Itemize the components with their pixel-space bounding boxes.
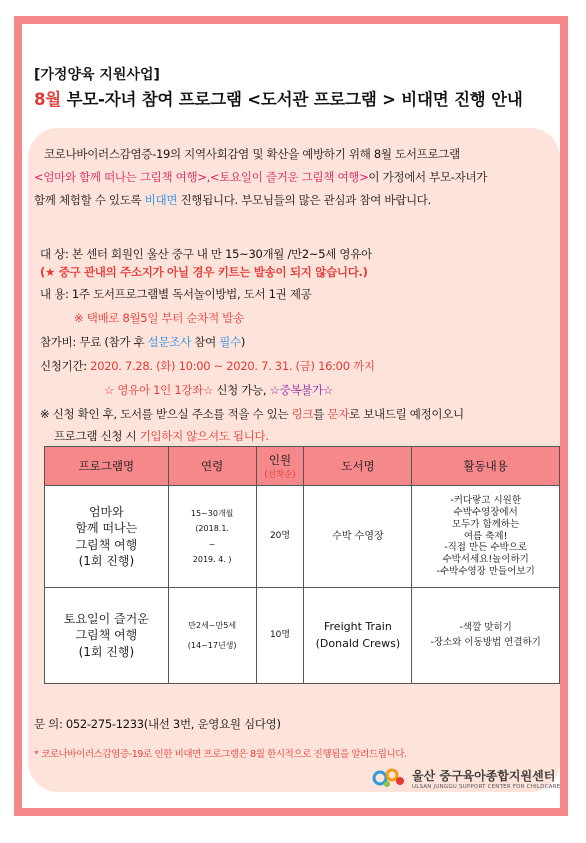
age-line: ~ xyxy=(208,539,216,549)
activity-line: -커다랗고 시원한 xyxy=(450,494,521,506)
name-line: (1회 진행) xyxy=(78,553,135,568)
age-line: 만2세~만5세 xyxy=(188,621,237,631)
untact-highlight: 비대면 xyxy=(144,193,178,207)
name-line: 엄마와 xyxy=(88,505,124,520)
age-line: (2018.1. xyxy=(195,524,229,534)
header-program: 프로그램명 xyxy=(45,447,169,486)
limit-c: ☆중복불가☆ xyxy=(269,383,333,397)
target-line: 대 상: 본 센터 회원인 울산 중구 내 만 15~30개월 /만2~5세 영유아 xyxy=(40,247,372,261)
book-title: 수박 수영장 xyxy=(332,530,384,542)
name-line: 그림책 여행 xyxy=(75,537,138,552)
activity-line: 여름 축제! xyxy=(463,530,508,542)
fee-b: 참여 xyxy=(190,335,220,349)
program-category: [가정양육 지원사업] xyxy=(34,67,160,83)
book-cell xyxy=(304,486,412,588)
program-name-cell xyxy=(45,486,169,588)
activity-cell xyxy=(412,486,560,588)
notice1-c: 로 보내드릴 예정이오니 xyxy=(349,407,464,421)
period-line xyxy=(40,358,375,374)
activity-line: -장소와 이동방법 연결하기 xyxy=(430,636,541,648)
activity-line: 모두가 함께하는 xyxy=(452,518,520,530)
header-count-label: 인원 xyxy=(268,453,292,467)
notice1-b: 를 xyxy=(313,407,328,421)
program-name-cell xyxy=(45,588,169,684)
activity-cell xyxy=(412,588,560,684)
fee-line xyxy=(40,334,245,350)
header-book: 도서명 xyxy=(304,447,412,486)
activity-line: 수박수영장에서 xyxy=(453,506,518,518)
name-line: 그림책 여행 xyxy=(75,628,138,643)
intro-line-3 xyxy=(34,192,431,208)
title-text: 부모-자녀 참여 프로그램 <도서관 프로그램 > 비대면 진행 안내 xyxy=(61,90,523,109)
footer-note: * 코로나바이러스감염증-19로 인한 비대면 프로그램은 8월 한시적으로 진행됨을 알려드립니다. xyxy=(34,749,407,760)
content-line: 내 용: 1주 도서프로그램별 독서놀이방법, 도서 1권 제공 xyxy=(40,287,312,301)
book-title: Freight Train xyxy=(324,620,392,633)
notice2-a: 프로그램 신청 시 xyxy=(54,429,140,443)
notice-line-2 xyxy=(54,428,269,444)
age-line: (14~17년생) xyxy=(187,640,237,650)
logo-name-en: ULSAN JUNGGU SUPPORT CENTER FOR CHILDCARE xyxy=(412,783,561,790)
period-label: 신청기간: xyxy=(40,359,91,373)
program-name-2: <토요일이 즐거운 그림책 여행> xyxy=(209,170,369,184)
contact-line: 문 의: 052-275-1233(내선 3번, 운영요원 심다영) xyxy=(34,717,281,731)
table-row xyxy=(45,486,560,588)
header-count-sub: (선착순) xyxy=(264,470,296,480)
header-activity: 활동내용 xyxy=(412,447,560,486)
link-highlight: 링크 xyxy=(291,407,314,421)
target-note: (★ 중구 관내의 주소지가 아닐 경우 키트는 발송이 되지 않습니다.) xyxy=(40,265,368,279)
activity-line: 수박서세요!놀이하기 xyxy=(442,554,529,566)
program-name-1: <엄마와 함께 떠나는 그림책 여행> xyxy=(34,170,207,184)
count-cell: 20명 xyxy=(256,486,304,588)
limit-line xyxy=(104,382,333,398)
header-count xyxy=(256,447,304,486)
logo-name: 울산 중구육아종합지원센터 xyxy=(412,768,556,783)
comma: , xyxy=(206,170,210,184)
required-highlight: 필수 xyxy=(219,335,241,349)
intro-line-1: 코로나바이러스감염증-19의 지역사회감염 및 확산을 예방하기 위해 8월 도서프로그램 xyxy=(44,147,460,161)
name-line: 토요일이 즐거운 xyxy=(63,612,149,627)
intro-line-3-a: 함께 체험할 수 있도록 xyxy=(34,193,145,207)
intro-line-2-rest: 이 가정에서 부모-자녀가 xyxy=(368,170,488,184)
activity-line: -수박수영장 만들어보기 xyxy=(436,566,535,578)
delivery-note: ※ 택배로 8월5일 부터 순차적 발송 xyxy=(74,311,244,325)
sms-highlight: 문자 xyxy=(327,407,350,421)
intro-line-2 xyxy=(34,169,487,185)
title-month: 8월 xyxy=(34,90,62,109)
count-cell: 10명 xyxy=(256,588,304,684)
period-value: 2020. 7.28. (화) 10:00 ~ 2020. 7. 31. (금) 16:00 까지 xyxy=(90,359,375,373)
age-line: 2019. 4. ) xyxy=(192,554,232,564)
notice1-a: ※ 신청 확인 후, 도서를 받으실 주소를 적을 수 있는 xyxy=(40,407,292,421)
center-logo xyxy=(372,765,560,791)
age-cell xyxy=(168,588,256,684)
program-table xyxy=(44,446,560,684)
limit-a: ☆ 영유아 1인 1강좌☆ xyxy=(104,383,213,397)
activity-line: -직접 만든 수박으로 xyxy=(444,542,528,554)
intro-line-3-b: 진행됩니다. 부모님들의 많은 관심과 참여 바랍니다. xyxy=(177,193,431,207)
limit-b: 신청 가능, xyxy=(212,383,270,397)
page-title xyxy=(34,86,523,110)
notice2-b: 기입하지 않으셔도 됩니다. xyxy=(139,429,269,443)
name-line: 함께 떠나는 xyxy=(75,521,138,536)
age-cell xyxy=(168,486,256,588)
table-header-row xyxy=(45,447,560,486)
book-author: (Donald Crews) xyxy=(315,636,401,650)
notice-line-1 xyxy=(40,406,464,422)
fee-c: ) xyxy=(240,335,246,349)
name-line: (1회 진행) xyxy=(78,644,135,659)
survey-highlight: 설문조사 xyxy=(147,335,191,349)
age-line: 15~30개월 xyxy=(190,509,234,519)
logo-icon xyxy=(372,765,406,791)
book-cell xyxy=(304,588,412,684)
logo-text xyxy=(412,767,560,790)
activity-line: -색깔 맞히기 xyxy=(459,622,512,634)
fee-a: 참가비: 무료 (참가 후 xyxy=(40,335,148,349)
header-age: 연령 xyxy=(168,447,256,486)
table-row xyxy=(45,588,560,684)
